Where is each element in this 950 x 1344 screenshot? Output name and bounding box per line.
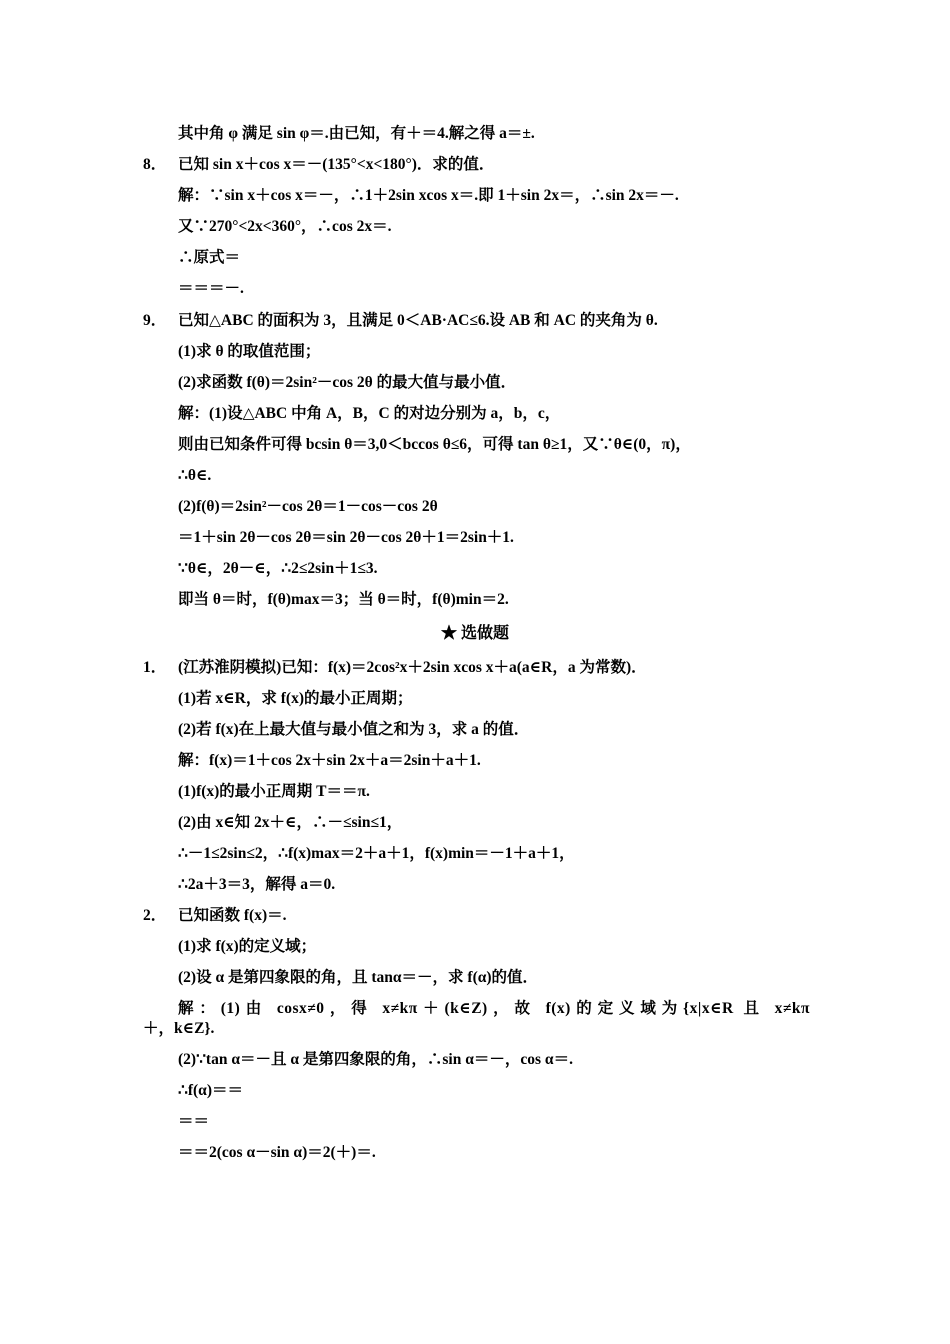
- question-text: 已知 sin x＋cos x＝－(135°<x<180°)．求的值．: [178, 156, 495, 173]
- sub-question: (2)求函数 f(θ)＝2sin²－cos 2θ 的最大值与最小值．: [178, 374, 517, 391]
- sub-question: (1)若 x∈R，求 f(x)的最小正周期；: [178, 690, 413, 707]
- solution-line: ∴原式＝: [178, 249, 241, 266]
- question-text: 已知函数 f(x)＝.: [178, 907, 287, 924]
- solution-line: 即当 θ＝时，f(θ)max＝3；当 θ＝时，f(θ)min＝2.: [178, 591, 509, 608]
- question-number: 8．: [143, 156, 167, 173]
- solution-line: 解：(1)设△ABC 中角 A，B，C 的对边分别为 a，b，c，: [178, 405, 561, 422]
- solution-line: ＝＝: [178, 1113, 210, 1130]
- text-line: 其中角 φ 满足 sin φ＝.由已知，有＋＝4.解之得 a＝±.: [178, 125, 535, 142]
- solution-line: ∴－1≤2sin≤2，∴f(x)max＝2＋a＋1，f(x)min＝－1＋a＋1，: [178, 845, 575, 862]
- solution-line: ＝＝＝－.: [178, 280, 244, 297]
- solution-line: (2)f(θ)＝2sin²－cos 2θ＝1－cos－cos 2θ: [178, 498, 438, 515]
- solution-line: ＝1＋sin 2θ－cos 2θ＝sin 2θ－cos 2θ＋1＝2sin＋1.: [178, 529, 514, 546]
- solution-line: 解：f(x)＝1＋cos 2x＋sin 2x＋a＝2sin＋a＋1.: [178, 752, 481, 769]
- solution-line: 解：(1)由 cosx≠0，得 x≠kπ＋(k∈Z)，故 f(x)的定义域为{x|x∈R 且 x≠kπ: [178, 1000, 810, 1017]
- solution-line: 则由已知条件可得 bcsin θ＝3,0＜bccos θ≤6，可得 tan θ≥1，又∵θ∈(0，π)，: [178, 436, 691, 453]
- question-text: 已知△ABC 的面积为 3，且满足 0＜AB·AC≤6.设 AB 和 AC 的夹角为 θ.: [178, 312, 658, 329]
- question-number: 1．: [143, 659, 167, 676]
- question-text: (江苏淮阴模拟)已知：f(x)＝2cos²x＋2sin xcos x＋a(a∈R，a 为常数)．: [178, 659, 647, 676]
- solution-line: ＋，k∈Z}.: [143, 1020, 215, 1037]
- question-number: 9．: [143, 312, 167, 329]
- solution-line: (1)f(x)的最小正周期 T＝＝π.: [178, 783, 370, 800]
- sub-question: (2)设 α 是第四象限的角，且 tanα＝－，求 f(α)的值．: [178, 969, 539, 986]
- solution-line: 解：∵sin x＋cos x＝－，∴1＋2sin xcos x＝.即 1＋sin 2x＝，∴sin 2x＝－.: [178, 187, 679, 204]
- solution-line: (2)∵tan α＝－且 α 是第四象限的角，∴sin α＝－，cos α＝.: [178, 1051, 573, 1068]
- solution-line: (2)由 x∈知 2x＋∈，∴－≤sin≤1，: [178, 814, 403, 831]
- solution-line: 又∵270°<2x<360°，∴cos 2x＝.: [178, 218, 392, 235]
- solution-line: ＝＝2(cos α－sin α)＝2(＋)＝.: [178, 1144, 376, 1161]
- solution-line: ∴θ∈.: [178, 467, 212, 484]
- sub-question: (1)求 f(x)的定义域；: [178, 938, 317, 955]
- sub-question: (2)若 f(x)在上最大值与最小值之和为 3，求 a 的值．: [178, 721, 530, 738]
- solution-line: ∴f(α)＝＝: [178, 1082, 243, 1099]
- solution-line: ∴2a＋3＝3，解得 a＝0.: [178, 876, 336, 893]
- solution-line: ∵θ∈，2θ－∈，∴2≤2sin＋1≤3.: [178, 560, 378, 577]
- sub-question: (1)求 θ 的取值范围；: [178, 343, 321, 360]
- section-heading: ★ 选做题: [440, 625, 509, 642]
- question-number: 2．: [143, 907, 167, 924]
